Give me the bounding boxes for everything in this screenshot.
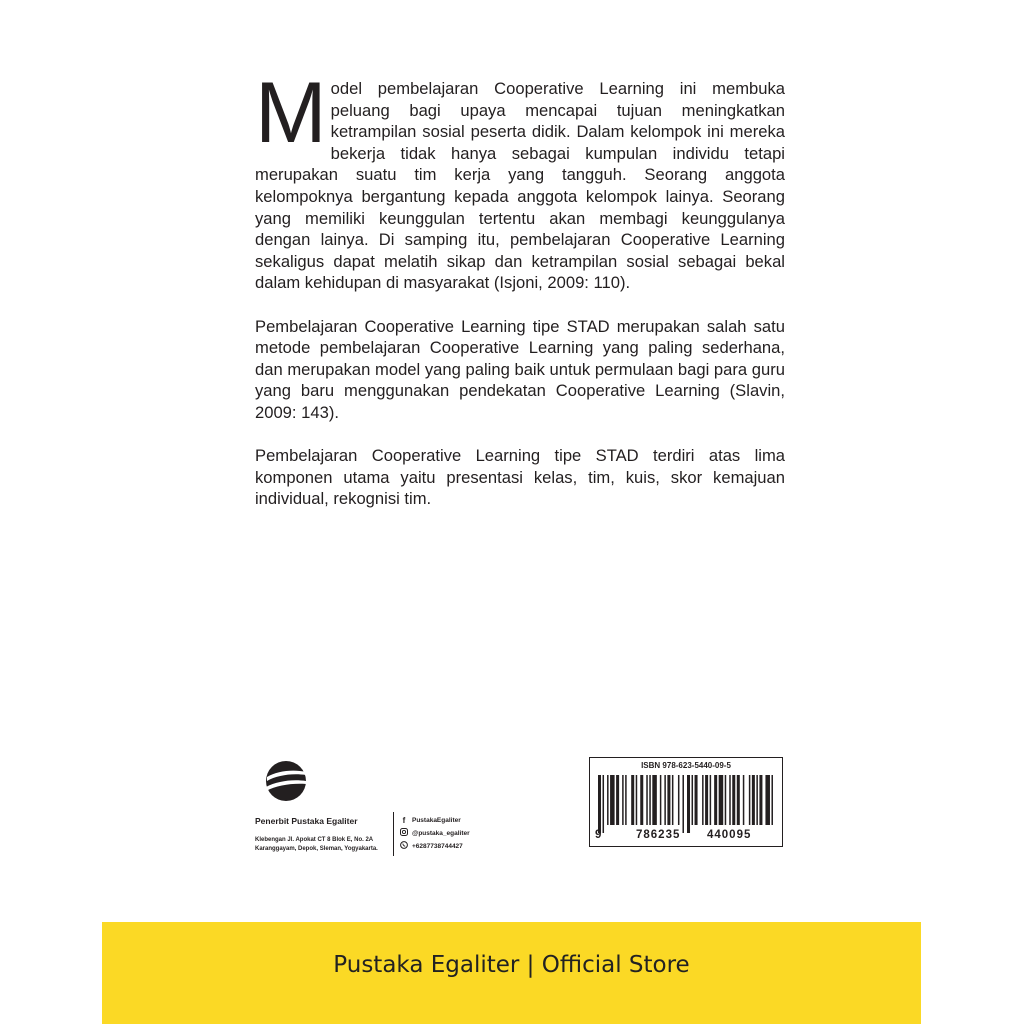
barcode-bar (598, 775, 601, 833)
whatsapp-number: +6287738744427 (412, 843, 463, 850)
barcode-bar (652, 775, 657, 825)
barcode-bar (672, 775, 674, 825)
social-links (399, 814, 470, 853)
barcode-bar (719, 775, 724, 825)
paragraph-2: Pembelajaran Cooperative Learning tipe STAD merupakan salah satu metode pembelajaran Cooperative Learning yang paling sederhana, dan merupakan model yang paling baik untuk permulaan bagi para guru yang baru menggunakan pendekatan Cooperative Learning (Slavin, 2009: 143). (255, 316, 785, 422)
barcode-bar (660, 775, 662, 825)
barcode-bar (678, 775, 680, 825)
whatsapp-row (399, 840, 470, 853)
barcode-bar (682, 775, 684, 833)
barcode-bar (759, 775, 762, 825)
barcode-bar (756, 775, 758, 825)
barcode-bar (649, 775, 651, 825)
instagram-row (399, 827, 470, 840)
barcode-bar (687, 775, 690, 833)
barcode-bar (752, 775, 755, 825)
barcode-bar (729, 775, 731, 825)
paragraph-3: Pembelajaran Cooperative Learning tipe STAD terdiri atas lima komponen utama yaitu presentasi kelas, tim, kuis, skor kemajuan individual, rekognisi tim. (255, 446, 785, 509)
isbn-barcode (589, 757, 783, 847)
barcode-bar (625, 775, 627, 825)
barcode-bar (664, 775, 666, 825)
barcode-bar (631, 775, 634, 825)
barcode-bar (725, 775, 727, 825)
barcode-bar (705, 775, 708, 825)
barcode-digit-first: 9 (595, 829, 602, 841)
publisher-block (255, 760, 485, 860)
facebook-handle: PustakaEgaliter (412, 817, 461, 824)
barcode-digits-right: 440095 (707, 829, 752, 841)
publisher-name: Penerbit Pustaka Egaliter (255, 816, 358, 826)
barcode-bar (692, 775, 694, 825)
barcode-bar (710, 775, 712, 825)
instagram-icon (399, 827, 409, 840)
barcode-bar (640, 775, 643, 825)
store-name: Pustaka Egaliter | Official Store (333, 952, 690, 978)
barcode-bar (714, 775, 717, 825)
facebook-icon: f (402, 816, 406, 825)
barcode-bar (622, 775, 624, 825)
publisher-logo-icon (265, 760, 307, 802)
barcode-bar (771, 775, 773, 825)
publisher-address: Klebengan Jl. Apokat CT 8 Blok E, No. 2A Karanggayam, Depok, Sleman, Yogyakarta. (255, 837, 378, 852)
barcode-bars (598, 775, 776, 833)
barcode-bar (616, 775, 619, 825)
whatsapp-icon (399, 840, 409, 853)
barcode-digits-left: 786235 (636, 829, 681, 841)
facebook-row (399, 814, 470, 827)
barcode-bar (743, 775, 745, 825)
isbn-label: ISBN 978-623-5440-09-5 (641, 761, 731, 770)
barcode-bar (702, 775, 704, 825)
barcode-bar (667, 775, 670, 825)
barcode-bar (732, 775, 735, 825)
barcode-bar (646, 775, 648, 825)
footer-banner (102, 922, 921, 1024)
publisher-divider (393, 812, 394, 856)
barcode-bar (749, 775, 751, 825)
barcode-bar (607, 775, 609, 825)
instagram-handle: @pustaka_egaliter (412, 830, 470, 837)
barcode-bar (765, 775, 770, 825)
barcode-bar (695, 775, 698, 825)
barcode-bar (610, 775, 615, 825)
paragraph-1-text: odel pembelajaran Cooperative Learning ini membuka peluang bagi upaya mencapai tujuan meningkatkan ketrampilan sosial peserta didik. Dalam kelompok ini mereka bekerja tidak hanya sebagai kumpulan individu tetapi merupakan suatu tim kerja yang tangguh. Seorang anggota kelompoknya bergantung kepada anggota kelompok lainya. Seorang yang memiliki keunggulan tertentu akan membagi keunggulanya dengan lainya. Di samping itu, pembelajaran Cooperative Learning sekaligus dapat melatih sikap dan ketrampilan sosial sebagai bekal dalam kehidupan di masyarakat (Isjoni, 2009: 110). (255, 79, 785, 293)
back-cover-text (255, 65, 785, 531)
paragraph-1 (255, 65, 785, 294)
drop-cap: M (255, 65, 327, 161)
barcode-bar (636, 775, 638, 825)
barcode-bar (603, 775, 605, 833)
barcode-bar (737, 775, 740, 825)
